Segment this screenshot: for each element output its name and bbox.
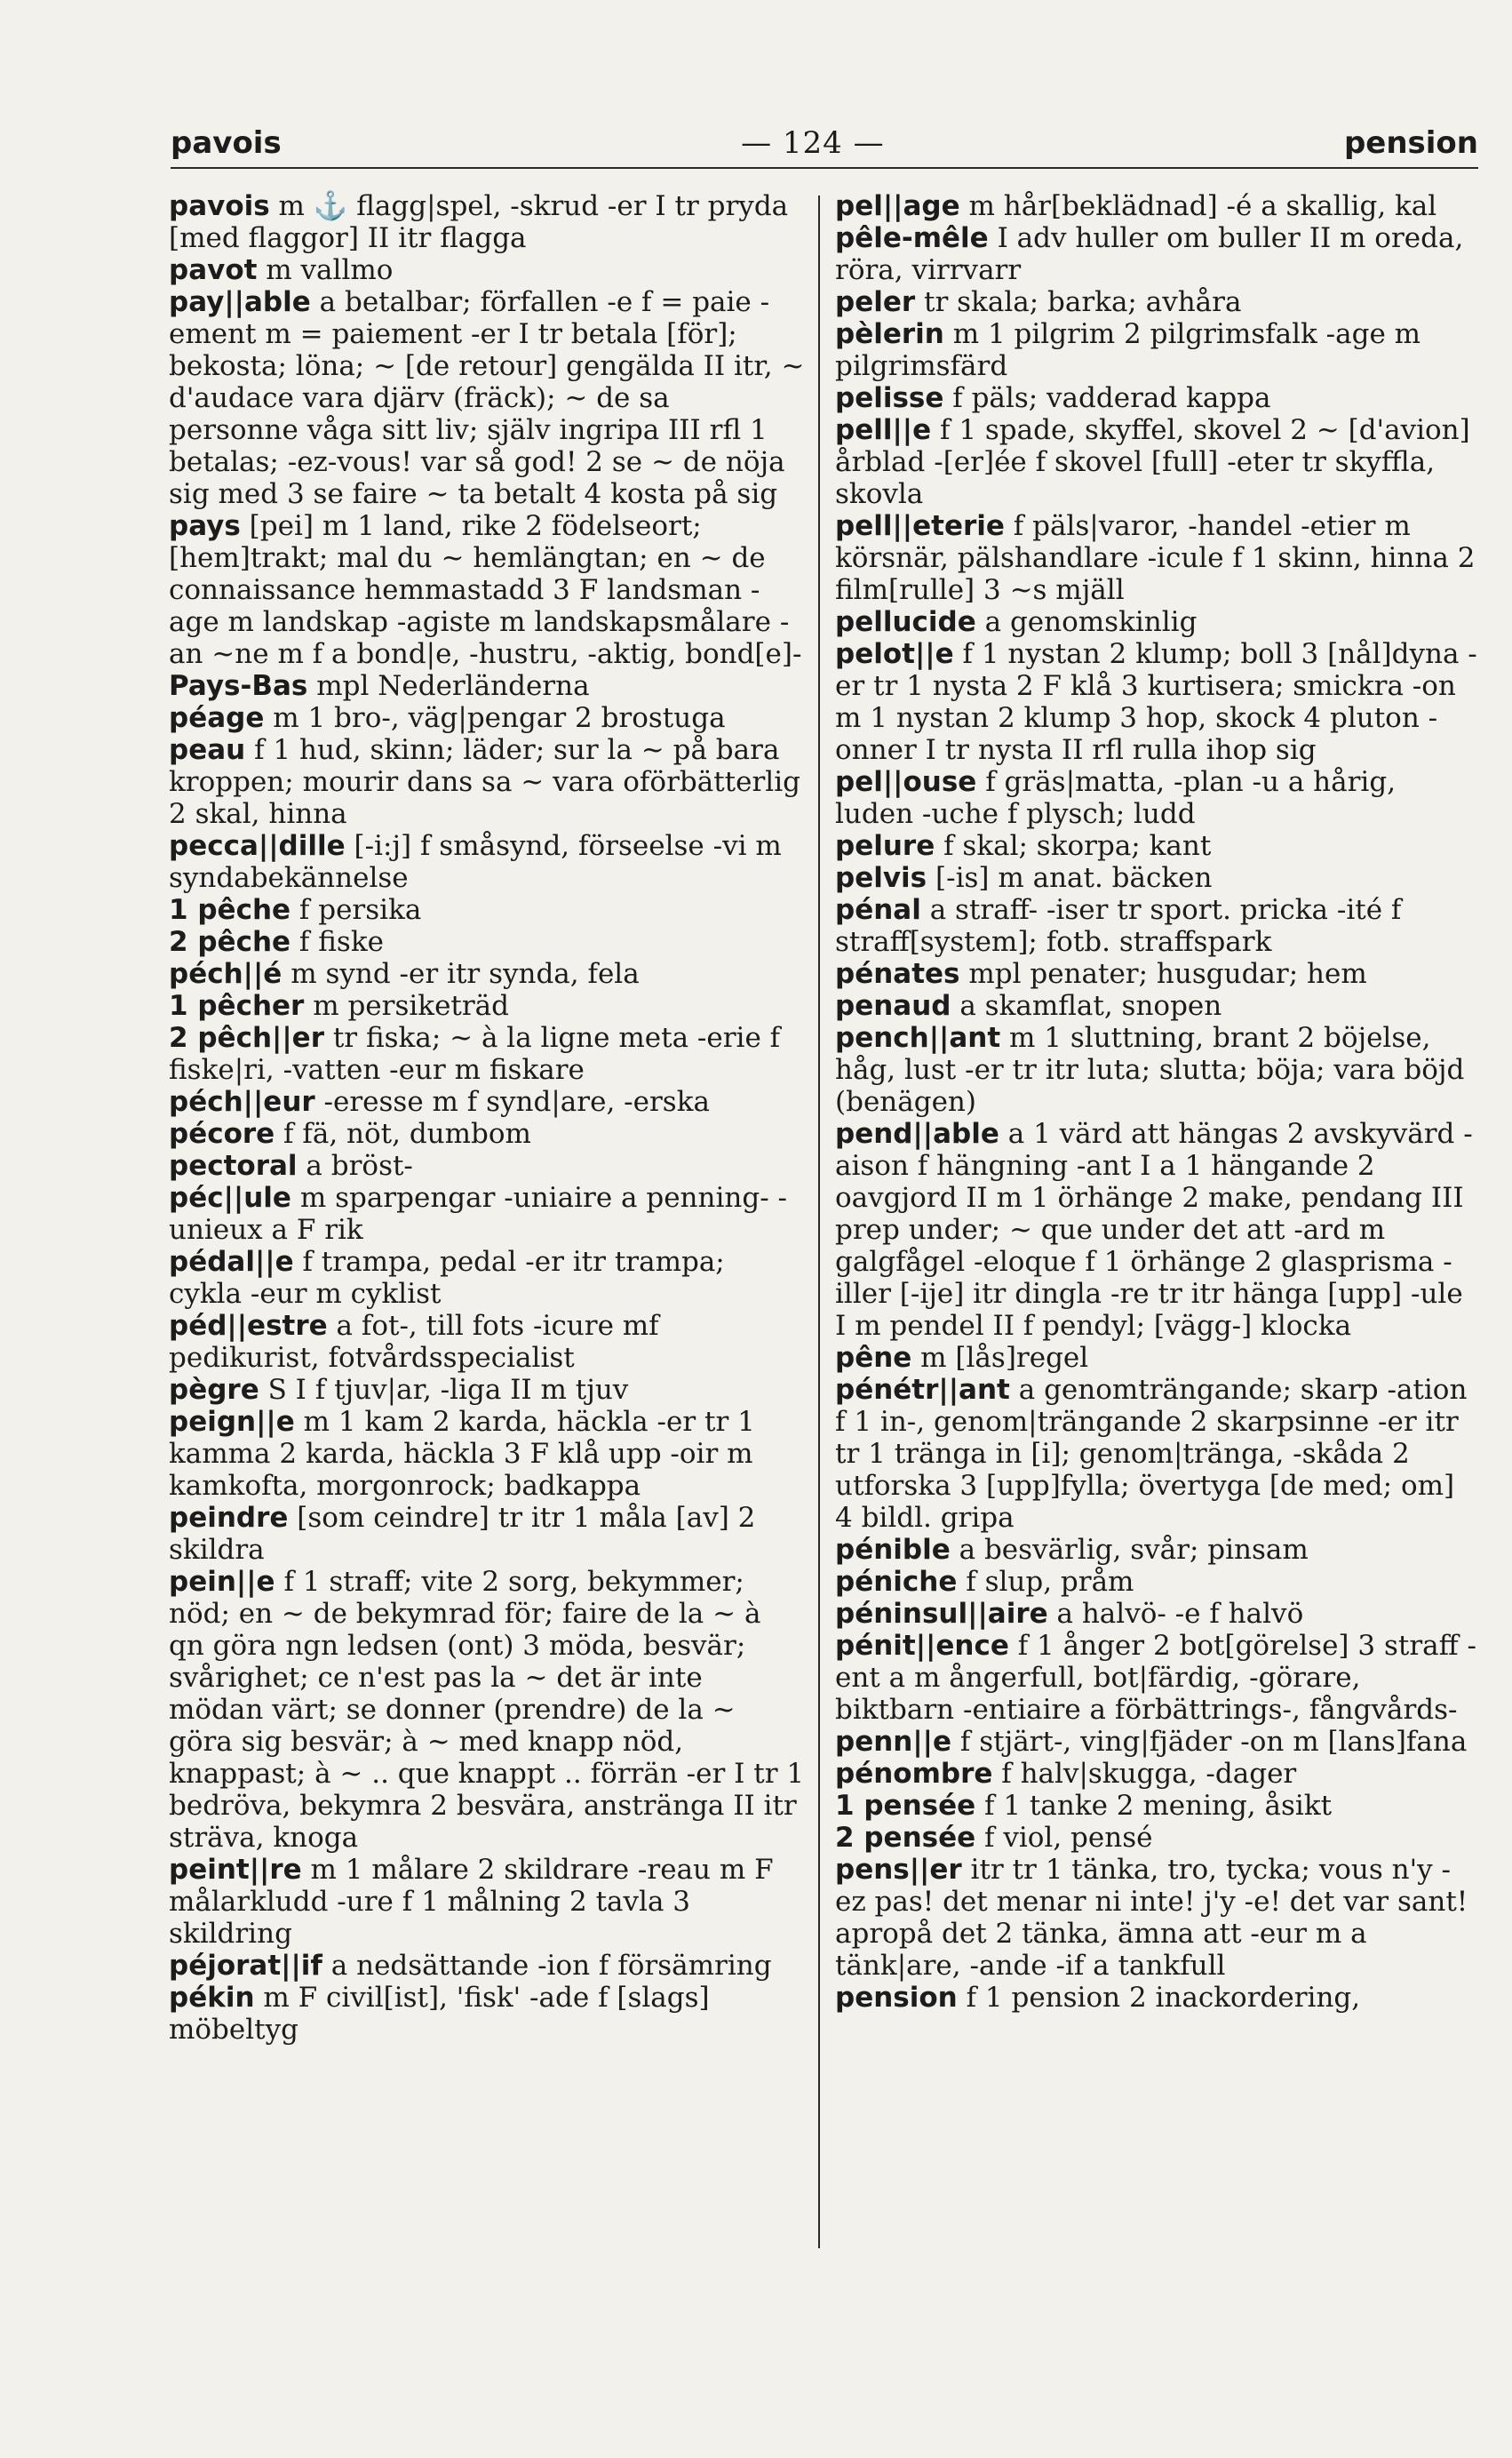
entry-headword: péniche: [835, 1566, 958, 1598]
entry-definition: a nedsättande -ion f försämring: [322, 1950, 772, 1982]
entry-headword: pèlerin: [835, 318, 944, 350]
entry-headword: pelure: [835, 830, 935, 862]
entry-definition: a genomskinlig: [975, 606, 1198, 638]
entry-headword: pédal||e: [169, 1246, 294, 1278]
dictionary-entry: [169, 830, 805, 894]
dictionary-entry: [835, 1630, 1478, 1726]
dictionary-entry: [835, 1758, 1478, 1790]
entry-definition: tr skala; barka; avhåra: [915, 286, 1242, 318]
dictionary-entry: [835, 190, 1478, 222]
dictionary-entry: [835, 606, 1478, 638]
entry-definition: S I f tjuv|ar, -liga II m tjuv: [259, 1374, 629, 1406]
dictionary-entry: [835, 1118, 1478, 1342]
dictionary-entry: [169, 894, 805, 926]
entry-definition: m [lås]regel: [911, 1342, 1089, 1374]
entry-headword: pavot: [169, 254, 258, 286]
entry-headword: péage: [169, 702, 265, 734]
entry-definition: m vallmo: [257, 254, 394, 286]
dictionary-entry: [835, 286, 1478, 318]
entry-headword: pay||able: [169, 286, 311, 318]
entry-definition: [pei] m 1 land, rike 2 födelseort; [hem]trakt; mal du ~ hemlängtan; en ~ de connaissance hemmastadd 3 F landsman -age m landskap -agiste m landskapsmålare -an ~ne m f a bond|e, -hustru, -aktig, bond[e]-: [169, 510, 802, 670]
dictionary-columns: [169, 190, 1478, 2316]
dictionary-entry: [169, 990, 805, 1022]
entry-headword: pend||able: [835, 1118, 999, 1150]
entry-definition: I adv huller om buller II m oreda, röra, virrvarr: [835, 222, 1464, 286]
entry-headword: pénombre: [835, 1758, 993, 1790]
entry-definition: f päls|varor, -handel -etier m körsnär, pälshandlare -icule f 1 skinn, hinna 2 film[rulle] 3 ~s mjäll: [835, 510, 1476, 606]
dictionary-entry: [169, 1854, 805, 1950]
entry-headword: pel||ouse: [835, 766, 977, 798]
entry-definition: f halv|skugga, -dager: [992, 1758, 1297, 1790]
dictionary-entry: [169, 1022, 805, 1086]
entry-definition: [som ceindre] tr itr 1 måla [av] 2 skildra: [169, 1502, 756, 1566]
entry-definition: a skamflat, snopen: [951, 990, 1222, 1022]
page-header: [171, 123, 1478, 164]
entry-definition: f 1 pension 2 inackordering,: [957, 1982, 1361, 2014]
dictionary-entry: [169, 1502, 805, 1566]
dictionary-entry: [169, 702, 805, 734]
dictionary-entry: [835, 222, 1478, 286]
entry-definition: f persika: [290, 894, 422, 926]
dictionary-entry: [169, 1246, 805, 1310]
entry-definition: f 1 straff; vite 2 sorg, bekymmer; nöd; en ~ de bekymrad för; faire de la ~ à qn göra ngn ledsen (ont) 3 möda, besvär; svårighet; ce n'est pas la ~ det är inte mödan värt; se donner (prendre) de la ~ göra sig besvär; à ~ med knapp nöd, knappast; à ~ .. que knappt .. förrän -er I tr 1 bedröva, bekymra 2 besvära, anstränga II itr sträva, knoga: [169, 1566, 805, 1854]
dictionary-entry: [835, 1534, 1478, 1566]
dictionary-entry: [169, 734, 805, 830]
entry-definition: a genomträngande; skarp -ation f 1 in-, genom|trängande 2 skarpsinne -er itr tr 1 tränga in [i]; genom|tränga, -skåda 2 utforska 3 [upp]fylla; övertyga [de med; om] 4 bildl. gripa: [835, 1374, 1468, 1534]
entry-headword: penaud: [835, 990, 951, 1022]
dictionary-entry: [835, 414, 1478, 510]
entry-definition: f 1 hud, skinn; läder; sur la ~ på bara kroppen; mourir dans sa ~ vara oförbätterlig 2 skal, hinna: [169, 734, 800, 830]
entry-headword: pénit||ence: [835, 1630, 1009, 1662]
entry-definition: f 1 nystan 2 klump; boll 3 [nål]dyna -er tr 1 nysta 2 F klå 3 kurtisera; smickra -on m 1 nystan 2 klump 3 hop, skock 4 pluton -onner I tr nysta II rfl rulla ihop sig: [835, 638, 1477, 766]
dictionary-entry: [835, 510, 1478, 606]
dictionary-entry: [169, 1982, 805, 2046]
entry-definition: tr fiska; ~ à la ligne meta -erie f fiske|ri, -vatten -eur m fiskare: [169, 1022, 781, 1086]
entry-definition: m 1 pilgrim 2 pilgrimsfalk -age m pilgrimsfärd: [835, 318, 1421, 382]
entry-headword: pénal: [835, 894, 921, 926]
entry-headword: pénible: [835, 1534, 951, 1566]
dictionary-entry: [169, 1406, 805, 1502]
entry-definition: f fä, nöt, dumbom: [275, 1118, 531, 1150]
entry-headword: peign||e: [169, 1406, 295, 1438]
dictionary-entry: [835, 1022, 1478, 1118]
dictionary-entry: [835, 1790, 1478, 1822]
dictionary-entry: [169, 958, 805, 990]
entry-definition: f stjärt-, ving|fjäder -on m [lans]fana: [951, 1726, 1468, 1758]
entry-definition: f päls; vadderad kappa: [943, 382, 1271, 414]
entry-headword: 1 pêche: [169, 894, 291, 926]
dictionary-entry: [835, 1342, 1478, 1374]
entry-definition: f fiske: [290, 926, 384, 958]
entry-headword: pension: [835, 1982, 958, 2014]
dictionary-entry: [169, 510, 805, 670]
entry-definition: mpl penater; husgudar; hem: [959, 958, 1367, 990]
dictionary-entry: [835, 318, 1478, 382]
entry-headword: pékin: [169, 1982, 255, 2014]
entry-headword: penn||e: [835, 1726, 952, 1758]
entry-headword: pelot||e: [835, 638, 954, 670]
entry-definition: [-i:j] f småsynd, förseelse -vi m syndabekännelse: [169, 830, 782, 894]
entry-definition: f 1 tanke 2 mening, åsikt: [975, 1790, 1333, 1822]
dictionary-entry: [835, 1726, 1478, 1758]
entry-definition: [-is] m anat. bäcken: [927, 862, 1213, 894]
entry-definition: f slup, pråm: [957, 1566, 1134, 1598]
entry-headword: péc||ule: [169, 1182, 291, 1214]
entry-headword: pell||eterie: [835, 510, 1005, 542]
entry-headword: pécore: [169, 1118, 275, 1150]
dictionary-entry: [835, 1374, 1478, 1534]
entry-definition: a bröst-: [297, 1150, 413, 1182]
dictionary-entry: [835, 638, 1478, 766]
entry-headword: pêne: [835, 1342, 912, 1374]
entry-headword: péninsul||aire: [835, 1598, 1048, 1630]
dictionary-entry: [169, 286, 805, 510]
entry-headword: péch||é: [169, 958, 283, 990]
entry-definition: m sparpengar -uniaire a penning- -unieux a F rik: [169, 1182, 787, 1246]
entry-headword: pêle-mêle: [835, 222, 989, 254]
dictionary-entry: [169, 1086, 805, 1118]
entry-headword: Pays-Bas: [169, 670, 308, 702]
entry-definition: a halvö- -e f halvö: [1047, 1598, 1304, 1630]
dictionary-entry: [835, 766, 1478, 830]
left-column: [169, 190, 805, 2316]
entry-definition: m persiketräd: [304, 990, 510, 1022]
dictionary-entry: [835, 958, 1478, 990]
dictionary-entry: [835, 1822, 1478, 1854]
entry-headword: péjorat||if: [169, 1950, 322, 1982]
entry-headword: peau: [169, 734, 246, 766]
page-number: — 124 —: [741, 125, 885, 161]
entry-headword: pelisse: [835, 382, 944, 414]
entry-definition: f gräs|matta, -plan -u a hårig, luden -uche f plysch; ludd: [835, 766, 1397, 830]
entry-definition: m ⚓ flagg|spel, -skrud -er I tr pryda [med flaggor] II itr flagga: [169, 190, 789, 254]
entry-definition: itr tr 1 tänka, tro, tycka; vous n'y -ez pas! det menar ni inte! j'y -e! det var sant! apropå det 2 tänka, ämna att -eur m a tänk|are, -ande -if a tankfull: [835, 1854, 1468, 1982]
dictionary-entry: [835, 894, 1478, 958]
header-rule: [171, 167, 1478, 169]
dictionary-entry: [835, 1982, 1478, 2014]
dictionary-entry: [169, 1118, 805, 1150]
entry-definition: a 1 värd att hängas 2 avskyvärd -aison f hängning -ant I a 1 hängande 2 oavgjord II m 1 örhänge 2 make, pendang III prep under; ~ que under det att -ard m galgfågel -eloque f 1 örhänge 2 glasprisma -iller [-ije] itr dingla -re tr itr hänga [upp] -ule I m pendel II f pendyl; [vägg-] klocka: [835, 1118, 1473, 1342]
dictionary-entry: [835, 990, 1478, 1022]
dictionary-entry: [835, 1566, 1478, 1598]
entry-definition: m 1 sluttning, brant 2 böjelse, håg, lust -er tr itr luta; slutta; böja; vara böjd (benägen): [835, 1022, 1465, 1118]
dictionary-entry: [169, 926, 805, 958]
entry-definition: m F civil[ist], 'fisk' -ade f [slags] möbeltyg: [169, 1982, 710, 2046]
entry-headword: péch||eur: [169, 1086, 315, 1118]
entry-definition: a betalbar; förfallen -e f = paie -ement m = paiement -er I tr betala [för]; bekosta; löna; ~ [de retour] gengälda II itr, ~ d'audace vara djärv (fräck); ~ de sa personne våga sitt liv; själv ingripa III rfl 1 betalas; -ez-vous! var så god! 2 se ~ de nöja sig med 3 se faire ~ ta betalt 4 kosta på sig: [169, 286, 805, 510]
entry-headword: 1 pensée: [835, 1790, 976, 1822]
dictionary-entry: [835, 1854, 1478, 1982]
header-right-guide-word: pension: [1343, 125, 1478, 161]
entry-definition: -eresse m f synd|are, -erska: [314, 1086, 710, 1118]
entry-definition: m 1 bro-, väg|pengar 2 brostuga: [264, 702, 726, 734]
entry-headword: pectoral: [169, 1150, 298, 1182]
dictionary-entry: [169, 670, 805, 702]
entry-headword: pelvis: [835, 862, 927, 894]
entry-headword: pecca||dille: [169, 830, 346, 862]
entry-definition: m 1 målare 2 skildrare -reau m F målarkludd -ure f 1 målning 2 tavla 3 skildring: [169, 1854, 774, 1950]
column-divider: [818, 196, 820, 2248]
dictionary-entry: [169, 1374, 805, 1406]
entry-definition: f trampa, pedal -er itr trampa; cykla -eur m cyklist: [169, 1246, 725, 1310]
dictionary-entry: [835, 382, 1478, 414]
entry-headword: pel||age: [835, 190, 960, 222]
entry-definition: f skal; skorpa; kant: [935, 830, 1212, 862]
dictionary-entry: [169, 254, 805, 286]
entry-definition: f 1 spade, skyffel, skovel 2 ~ [d'avion] årblad -[er]ée f skovel [full] -eter tr skyffla, skovla: [835, 414, 1470, 510]
entry-headword: pénétr||ant: [835, 1374, 1010, 1406]
entry-definition: a fot-, till fots -icure mf pedikurist, fotvårdsspecialist: [169, 1310, 659, 1374]
entry-headword: pavois: [169, 190, 270, 222]
dictionary-entry: [169, 1310, 805, 1374]
entry-headword: peler: [835, 286, 916, 318]
entry-headword: pell||e: [835, 414, 932, 446]
entry-definition: mpl Nederländerna: [307, 670, 590, 702]
entry-headword: pellucide: [835, 606, 976, 638]
entry-headword: peint||re: [169, 1854, 302, 1886]
dictionary-entry: [169, 1566, 805, 1854]
entry-headword: 2 pensée: [835, 1822, 976, 1854]
entry-definition: f 1 ånger 2 bot[görelse] 3 straff -ent a m ångerfull, bot|färdig, -görare, biktbarn -entiaire a förbättrings-, fångvårds-: [835, 1630, 1476, 1726]
entry-definition: m synd -er itr synda, fela: [282, 958, 640, 990]
entry-headword: pein||e: [169, 1566, 275, 1598]
dictionary-entry: [169, 190, 805, 254]
entry-headword: peindre: [169, 1502, 289, 1534]
entry-headword: pègre: [169, 1374, 259, 1406]
entry-definition: m hår[beklädnad] -é a skallig, kal: [959, 190, 1437, 222]
entry-headword: 2 pêche: [169, 926, 291, 958]
entry-definition: a straff- -iser tr sport. pricka -ité f straff[system]; fotb. straffspark: [835, 894, 1402, 958]
entry-definition: f viol, pensé: [975, 1822, 1153, 1854]
dictionary-entry: [835, 1598, 1478, 1630]
dictionary-entry: [835, 830, 1478, 862]
dictionary-entry: [169, 1150, 805, 1182]
entry-headword: 1 pêcher: [169, 990, 305, 1022]
dictionary-entry: [169, 1950, 805, 1982]
entry-headword: pens||er: [835, 1854, 962, 1886]
dictionary-entry: [835, 862, 1478, 894]
entry-headword: pays: [169, 510, 241, 542]
entry-headword: pénates: [835, 958, 960, 990]
entry-definition: a besvärlig, svår; pinsam: [950, 1534, 1309, 1566]
header-left-guide-word: pavois: [171, 125, 282, 161]
right-column: [835, 190, 1478, 2316]
entry-headword: 2 pêch||er: [169, 1022, 324, 1054]
entry-definition: m 1 kam 2 karda, häckla -er tr 1 kamma 2 karda, häckla 3 F klå upp -oir m kamkofta, morgonrock; badkappa: [169, 1406, 755, 1502]
entry-headword: péd||estre: [169, 1310, 328, 1342]
entry-headword: pench||ant: [835, 1022, 1001, 1054]
dictionary-entry: [169, 1182, 805, 1246]
